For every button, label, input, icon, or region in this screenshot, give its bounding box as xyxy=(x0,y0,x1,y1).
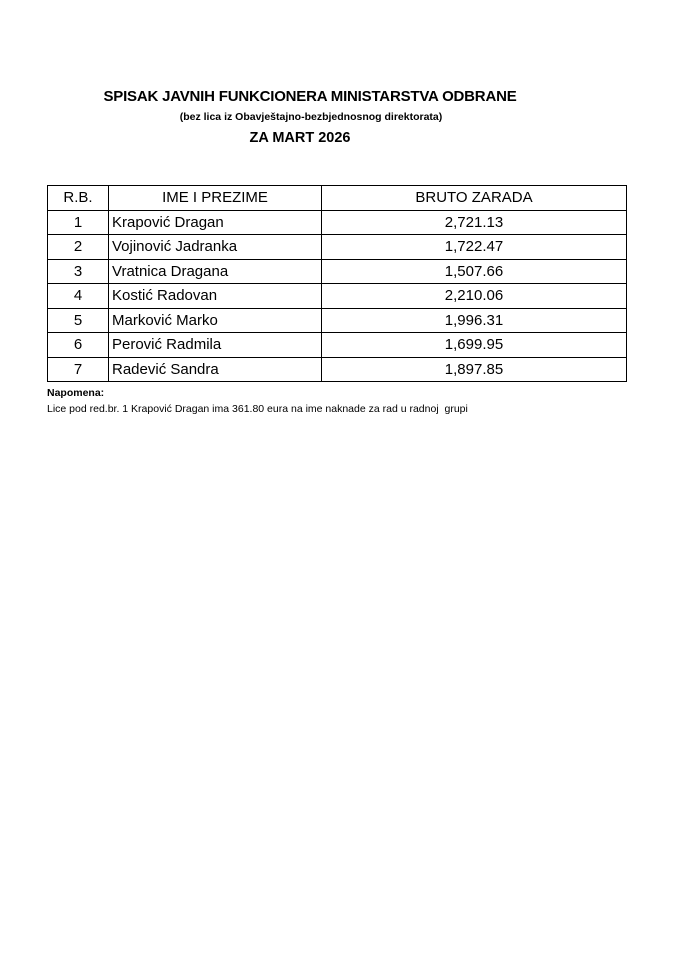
table-row xyxy=(48,284,627,309)
document-period: ZA MART 2026 xyxy=(249,130,351,146)
header-rb: R.B. xyxy=(48,186,109,211)
salary-table xyxy=(47,185,627,382)
row-salary: 1,897.85 xyxy=(322,357,627,382)
row-number: 2 xyxy=(48,235,109,260)
document-title: SPISAK JAVNIH FUNKCIONERA MINISTARSTVA ODBRANE xyxy=(103,88,517,105)
row-number: 7 xyxy=(48,357,109,382)
header-name: IME I PREZIME xyxy=(109,186,322,211)
table-row xyxy=(48,308,627,333)
row-number: 5 xyxy=(48,308,109,333)
row-number: 4 xyxy=(48,284,109,309)
row-salary: 1,996.31 xyxy=(322,308,627,333)
row-number: 3 xyxy=(48,259,109,284)
note-text: Lice pod red.br. 1 Krapović Dragan ima 361.80 eura na ime naknade za rad u radnoj grupi xyxy=(47,403,468,415)
row-name: Vojinović Jadranka xyxy=(109,235,322,260)
row-name: Vratnica Dragana xyxy=(109,259,322,284)
row-number: 6 xyxy=(48,333,109,358)
table-row xyxy=(48,235,627,260)
table-row xyxy=(48,333,627,358)
salary-table-header xyxy=(48,186,627,211)
row-salary: 1,722.47 xyxy=(322,235,627,260)
table-row xyxy=(48,357,627,382)
row-number: 1 xyxy=(48,210,109,235)
row-name: Marković Marko xyxy=(109,308,322,333)
note-label: Napomena: xyxy=(47,387,105,399)
header-salary: BRUTO ZARADA xyxy=(322,186,627,211)
table-row xyxy=(48,259,627,284)
row-name: Krapović Dragan xyxy=(109,210,322,235)
salary-table-body xyxy=(48,210,627,382)
row-salary: 1,699.95 xyxy=(322,333,627,358)
document-subtitle: (bez lica iz Obavještajno-bezbjednosnog direktorata) xyxy=(179,111,443,123)
row-name: Perović Radmila xyxy=(109,333,322,358)
header-row xyxy=(48,186,627,211)
row-salary: 2,721.13 xyxy=(322,210,627,235)
row-salary: 2,210.06 xyxy=(322,284,627,309)
row-name: Kostić Radovan xyxy=(109,284,322,309)
row-salary: 1,507.66 xyxy=(322,259,627,284)
row-name: Radević Sandra xyxy=(109,357,322,382)
table-row xyxy=(48,210,627,235)
